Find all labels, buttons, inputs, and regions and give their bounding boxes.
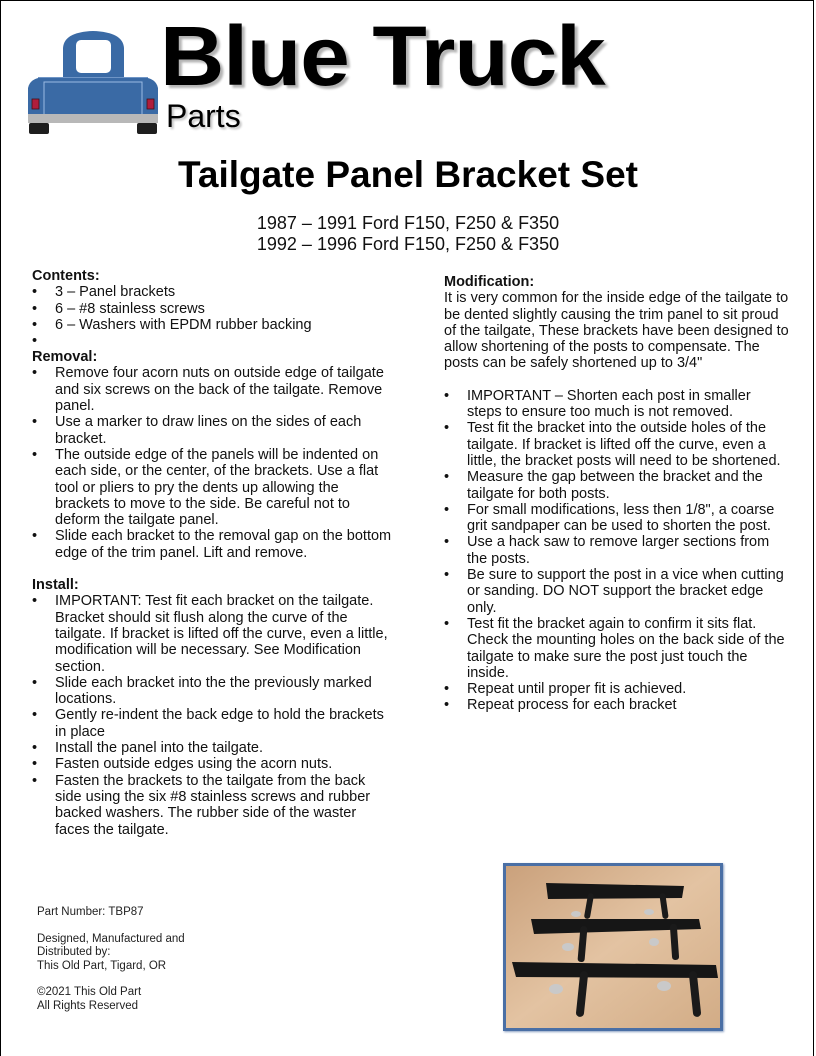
- bullet-icon: •: [32, 707, 38, 724]
- left-column: [32, 268, 392, 838]
- bullet-icon: •: [444, 681, 450, 698]
- list-item: • Fasten the brackets to the tailgate from the back side using the six #8 stainless screws and rubber backed washers. The rubber side of the waster faces the tailgate.: [32, 772, 371, 838]
- bullet-icon: •: [32, 674, 38, 691]
- list-item: • 3 – Panel brackets: [32, 284, 176, 301]
- bullet-icon: •: [32, 300, 38, 317]
- list-item: • Slide each bracket into the the previously marked locations.: [32, 674, 372, 708]
- list-item: • 6 – #8 stainless screws: [32, 300, 205, 317]
- install-list: [32, 593, 392, 837]
- fitment-line: 1987 – 1991 Ford F150, F250 & F350: [256, 213, 560, 233]
- product-photo: [503, 863, 723, 1031]
- list-item: • Repeat process for each bracket: [444, 697, 677, 714]
- list-item: • 6 – Washers with EPDM rubber backing: [32, 316, 312, 333]
- bullet-icon: •: [444, 501, 450, 518]
- part-number: Part Number: TBP87: [37, 906, 144, 918]
- bullet-icon: •: [32, 593, 38, 610]
- right-column: [444, 274, 789, 714]
- bullet-icon: •: [444, 469, 450, 486]
- bullet-icon: •: [32, 756, 38, 773]
- footer-info: [37, 906, 185, 1026]
- list-item: [32, 333, 392, 349]
- modification-list: [444, 388, 789, 714]
- bullet-icon: •: [32, 316, 38, 333]
- manufacturer-info: Designed, Manufactured and Distributed by: This Old Part, Tigard, OR: [37, 932, 185, 972]
- vehicle-fitment: [0, 213, 816, 255]
- bullet-icon: •: [444, 697, 450, 714]
- list-item: • The outside edge of the panels will be indented on each side, or the center, of the brackets. Use a flat tool or pliers to pry the dents up allowing the brackets to move to the side. Be careful not to deform the tailgate panel.: [32, 446, 379, 529]
- removal-heading: Removal:: [32, 349, 98, 366]
- bullet-icon: •: [444, 420, 450, 437]
- bullet-icon: •: [444, 534, 450, 551]
- list-item: • Remove four acorn nuts on outside edge of tailgate and six screws on the back of the tailgate. Remove panel.: [32, 365, 384, 415]
- modification-intro: It is very common for the inside edge of the tailgate to be dented slightly causing the trim panel to sit proud of the tailgate, These brackets have been designed to allow shortening of the posts to compensate. The posts can be safely shortened up to 3/4": [444, 290, 789, 372]
- modification-heading: Modification:: [444, 274, 535, 290]
- bullet-icon: •: [32, 772, 38, 789]
- bullet-icon: •: [444, 567, 450, 584]
- bullet-icon: •: [32, 284, 38, 301]
- bullet-icon: •: [32, 365, 38, 382]
- list-item: • Use a marker to draw lines on the sides of each bracket.: [32, 414, 362, 447]
- list-item: • Fasten outside edges using the acorn nuts.: [32, 756, 333, 773]
- list-item: • Slide each bracket to the removal gap on the bottom edge of the trim panel. Lift and remove.: [32, 528, 392, 561]
- fitment-line: 1992 – 1996 Ford F150, F250 & F350: [256, 234, 560, 254]
- list-item: • For small modifications, less then 1/8", a coarse grit sandpaper can be used to shorten the post.: [444, 501, 775, 535]
- bullet-icon: •: [444, 387, 450, 404]
- list-item: • Test fit the bracket again to confirm it sits flat. Check the mounting holes on the back side of the tailgate to make sure the post just touch the inside.: [444, 615, 785, 681]
- list-item: • Repeat until proper fit is achieved.: [444, 681, 687, 698]
- contents-list: [32, 284, 392, 349]
- list-item: • Measure the gap between the bracket and the tailgate for both posts.: [444, 469, 763, 502]
- bullet-icon: •: [32, 414, 38, 431]
- brand-name: Blue Truck: [160, 9, 605, 103]
- list-item: • IMPORTANT: Test fit each bracket on the tailgate. Bracket should sit flush along the curve of the tailgate. If bracket is lifted off the curve, even a little, modification will be necessary. See Modification section.: [32, 593, 388, 675]
- removal-list: [32, 365, 392, 561]
- list-item: • Gently re-indent the back edge to hold the brackets in place: [32, 707, 384, 740]
- bullet-icon: •: [32, 446, 38, 463]
- pickup-truck-rear-icon: [26, 28, 160, 136]
- bullet-icon: •: [32, 333, 38, 350]
- list-item: • Test fit the bracket into the outside holes of the tailgate. If bracket is lifted off the curve, even a little, the bracket posts will need to be shortened.: [444, 420, 781, 469]
- bullet-icon: •: [32, 528, 38, 545]
- brackets-photo-illustration: [506, 866, 720, 1028]
- list-item: • Use a hack saw to remove larger sections from the posts.: [444, 534, 770, 567]
- bullet-icon: •: [444, 615, 450, 632]
- copyright: ©2021 This Old Part All Rights Reserved: [37, 986, 142, 1012]
- list-item: • Install the panel into the tailgate.: [32, 740, 263, 757]
- list-item: • IMPORTANT – Shorten each post in smaller steps to ensure too much is not removed.: [444, 387, 751, 421]
- bullet-icon: •: [32, 740, 38, 757]
- document-title: Tailgate Panel Bracket Set: [178, 154, 638, 195]
- list-item: • Be sure to support the post in a vice when cutting or sanding. DO NOT support the bracket edge only.: [444, 567, 784, 616]
- contents-heading: Contents:: [32, 268, 100, 284]
- install-heading: Install:: [32, 577, 79, 594]
- brand-subtitle: Parts: [166, 98, 241, 134]
